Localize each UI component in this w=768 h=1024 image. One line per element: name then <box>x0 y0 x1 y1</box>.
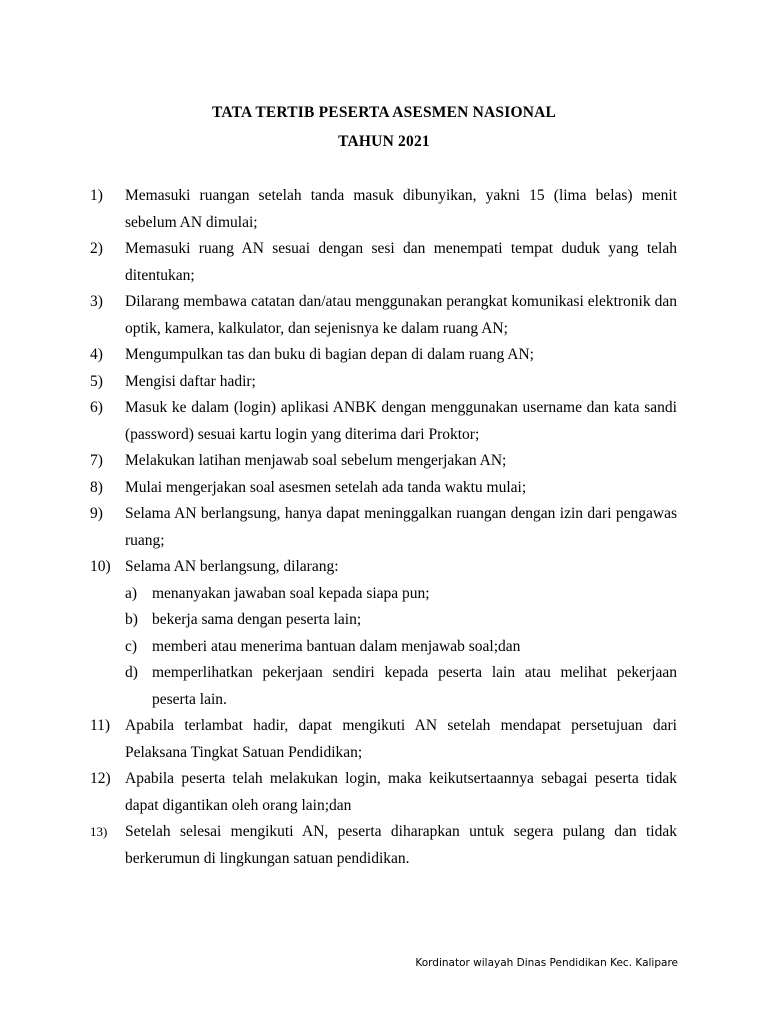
rule-text: Mengisi daftar hadir; <box>125 372 256 390</box>
prohibition-item <box>125 660 677 713</box>
rule-number: 9) <box>90 505 103 522</box>
footer-signature: Kordinator wilayah Dinas Pendidikan Kec. Kalipare <box>415 957 678 969</box>
rule-text: Setelah selesai mengikuti AN, peserta diharapkan untuk segera pulang dan tidak berkerumun di lingkungan satuan pendidikan. <box>125 823 677 867</box>
rule-text: Selama AN berlangsung, dilarang: <box>125 558 339 575</box>
rule-text: Memasuki ruang AN sesuai dengan sesi dan menempati tempat duduk yang telah ditentukan; <box>125 240 677 284</box>
rule-text: Melakukan latihan menjawab soal sebelum mengerjakan AN; <box>125 452 507 469</box>
rule-item <box>90 342 677 369</box>
rule-item <box>90 289 677 342</box>
rule-item <box>90 501 677 554</box>
rule-number: 7) <box>90 452 103 469</box>
prohibitions-list <box>125 581 677 714</box>
rule-number: 11) <box>90 717 111 734</box>
rule-item <box>90 475 677 502</box>
rule-text: Masuk ke dalam (login) aplikasi ANBK dengan menggunakan username dan kata sandi (password) sesuai kartu login yang diterima dari Proktor; <box>125 399 677 443</box>
rule-number: 8) <box>90 478 103 496</box>
rule-number: 13) <box>90 824 108 839</box>
rule-text: Selama AN berlangsung, hanya dapat meninggalkan ruangan dengan izin dari pengawas ruang; <box>125 505 677 549</box>
rule-number: 6) <box>90 399 103 416</box>
prohibition-letter: a) <box>125 584 138 602</box>
rule-item <box>90 713 677 766</box>
rule-number: 5) <box>90 372 103 390</box>
rule-item <box>90 448 677 475</box>
rule-item <box>90 183 677 236</box>
rule-text: Dilarang membawa catatan dan/atau menggunakan perangkat komunikasi elektronik dan optik, kamera, kalkulator, dan sejenisnya ke dalam ruang AN; <box>125 293 677 337</box>
prohibition-letter: b) <box>125 611 138 628</box>
rules-list <box>90 183 677 872</box>
rule-text: Mengumpulkan tas dan buku di bagian depan di dalam ruang AN; <box>125 346 534 363</box>
rule-item <box>90 395 677 448</box>
rule-number: 4) <box>90 346 103 363</box>
prohibition-item <box>125 581 677 608</box>
prohibition-text: memberi atau menerima bantuan dalam menjawab soal;dan <box>152 637 521 655</box>
rule-text: Memasuki ruangan setelah tanda masuk dibunyikan, yakni 15 (lima belas) menit sebelum AN dimulai; <box>125 187 677 231</box>
rule-number: 12) <box>90 770 111 787</box>
rule-number: 1) <box>90 187 103 204</box>
document-year: TAHUN 2021 <box>338 133 430 150</box>
rule-item <box>90 766 677 819</box>
document-title: TATA TERTIB PESERTA ASESMEN NASIONAL <box>211 104 557 121</box>
rule-number: 10) <box>90 558 111 575</box>
prohibition-text: bekerja sama dengan peserta lain; <box>152 611 362 628</box>
prohibition-letter: c) <box>125 637 138 655</box>
prohibition-letter: d) <box>125 664 138 681</box>
prohibition-text: memperlihatkan pekerjaan sendiri kepada peserta lain atau melihat pekerjaan peserta lain. <box>152 664 677 708</box>
rule-item <box>90 236 677 289</box>
rule-text: Mulai mengerjakan soal asesmen setelah ada tanda waktu mulai; <box>125 478 527 496</box>
rule-item <box>90 819 677 872</box>
prohibition-text: menanyakan jawaban soal kepada siapa pun; <box>152 584 430 602</box>
rule-text: Apabila peserta telah melakukan login, maka keikutsertaannya sebagai peserta tidak dapat digantikan oleh orang lain;dan <box>125 770 677 814</box>
rule-item <box>90 369 677 396</box>
rule-number: 2) <box>90 240 103 257</box>
rule-text: Apabila terlambat hadir, dapat mengikuti AN setelah mendapat persetujuan dari Pelaksana Tingkat Satuan Pendidikan; <box>125 717 677 761</box>
prohibition-item <box>125 607 677 634</box>
rule-number: 3) <box>90 293 103 310</box>
rule-item <box>90 554 677 713</box>
prohibition-item <box>125 634 677 661</box>
